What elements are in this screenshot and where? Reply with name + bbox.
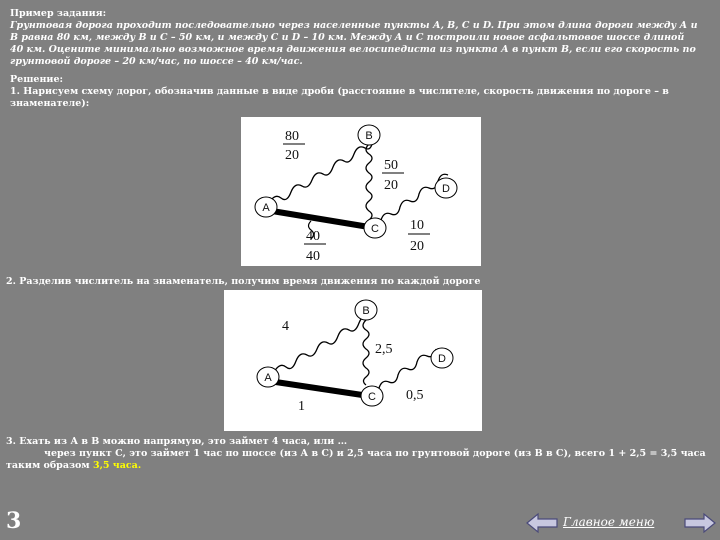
example-title: Пример задания:	[10, 8, 107, 19]
step3-line3	[6, 460, 141, 472]
road-ac	[266, 210, 369, 227]
node-d-label: D	[442, 183, 450, 195]
ac-time: 1	[298, 399, 305, 414]
ab-time: 4	[282, 319, 289, 334]
slide-number: 3	[6, 508, 22, 534]
node-c	[361, 386, 383, 406]
arrow-left-icon	[525, 512, 559, 534]
node-b	[355, 300, 377, 320]
node-c	[364, 218, 386, 238]
node-d	[431, 348, 453, 368]
diagram-fractions	[241, 117, 481, 266]
bc-time: 2,5	[375, 342, 393, 357]
cd-denominator: 20	[410, 239, 424, 254]
road-bc	[366, 144, 372, 227]
node-b-label: B	[365, 130, 373, 142]
cd-numerator: 10	[410, 218, 424, 233]
road-bc	[363, 320, 369, 385]
node-c-label: C	[371, 223, 379, 235]
step3-line2: через пункт С, это займет 1 час по шоссе (из А в С) и 2,5 часа по грунтовой дороге (из В в С), всего 1 + 2,5 = 3,5 часа	[44, 448, 706, 459]
arrow-right-icon	[683, 512, 717, 534]
bc-numerator: 50	[384, 158, 398, 173]
node-b-label: B	[362, 305, 370, 317]
cd-time: 0,5	[406, 388, 424, 403]
forward-arrow-button[interactable]	[683, 512, 717, 534]
node-d	[435, 178, 457, 198]
step3-prefix: таким образом	[6, 460, 93, 471]
node-b	[358, 125, 380, 145]
node-a	[255, 197, 277, 217]
step2-text: 2. Разделив числитель на знаменатель, получим время движения по каждой дороге	[6, 276, 481, 287]
problem-text: Грунтовая дорога проходит последовательно через населенные пункты А, В, С и D. При этом длина дороги между А и В равна 80 км, между В и С – 50 км, и между С и D – 10 км. Между А и С построили новое асфальтовое шоссе длиной 40 км. Оцените минимально возможное время движения велосипедиста из пункта А в пункт В, если его скорость по грунтовой дороге – 20 км/час, по шоссе – 40 км/час.	[10, 20, 698, 67]
bc-denominator: 20	[384, 178, 398, 193]
node-a	[257, 367, 279, 387]
step3-line1: 3. Ехать из А в В можно напрямую, это займет 4 часа, или …	[6, 436, 348, 447]
diagram-times	[224, 290, 482, 431]
ac-numerator: 40	[306, 229, 320, 244]
main-menu-link[interactable]: Главное меню	[563, 515, 655, 529]
node-a-label: A	[262, 202, 270, 214]
node-c-label: C	[368, 391, 376, 403]
node-d-label: D	[438, 353, 446, 365]
step3-answer: 3,5 часа.	[92, 460, 142, 471]
ab-numerator: 80	[285, 129, 299, 144]
node-a-label: A	[264, 372, 272, 384]
road-ac	[269, 381, 369, 396]
solution-label: Решение:	[10, 74, 63, 85]
back-arrow-button[interactable]	[525, 512, 559, 534]
ab-denominator: 20	[285, 148, 299, 163]
ac-denominator: 40	[306, 249, 320, 264]
step1-text: 1. Нарисуем схему дорог, обозначив данные в виде дроби (расстояние в числителе, скорость движения по дороге – в знаменателе):	[10, 86, 669, 109]
